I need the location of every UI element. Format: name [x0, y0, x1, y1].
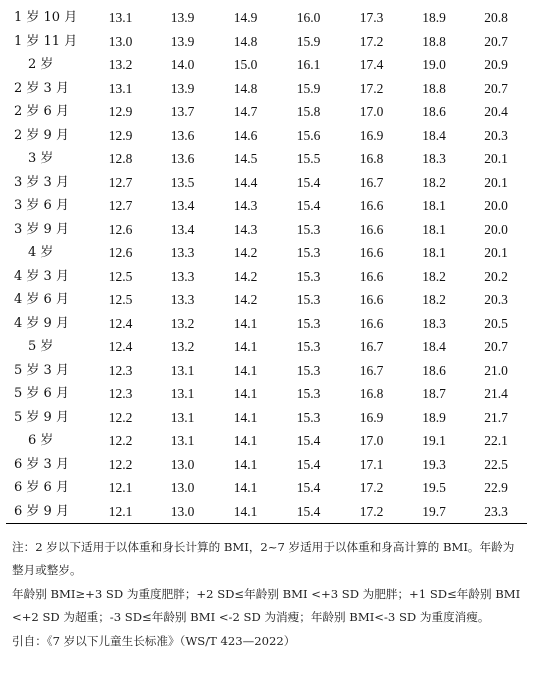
bmi-value-cell: 13.3 [170, 268, 195, 284]
age-cell: 2 岁 9 月 [14, 127, 69, 143]
bmi-value-cell: 18.2 [422, 174, 446, 190]
bmi-value-cell: 15.3 [296, 245, 321, 260]
bmi-value-cell: 19.5 [422, 480, 446, 495]
bmi-value-cell: 13.6 [170, 151, 195, 166]
bmi-value-cell: 18.7 [422, 386, 446, 401]
bmi-value-cell: 13.3 [170, 245, 195, 260]
bmi-value-cell: 18.1 [422, 245, 446, 260]
bmi-value-cell: 13.0 [170, 456, 195, 472]
bmi-table [6, 6, 527, 524]
bmi-value-cell: 13.1 [108, 10, 133, 25]
bmi-value-cell: 13.1 [170, 386, 195, 401]
bmi-value-cell: 17.3 [359, 10, 384, 25]
bmi-value-cell: 17.2 [359, 33, 384, 49]
bmi-value-cell: 16.6 [359, 198, 384, 213]
bmi-value-cell: 12.7 [108, 198, 133, 213]
bmi-value-cell: 17.2 [359, 480, 384, 495]
bmi-value-cell: 18.3 [422, 315, 446, 331]
bmi-value-cell: 18.6 [422, 104, 446, 119]
age-cell: 5 岁 [28, 339, 54, 355]
bmi-value-cell: 16.1 [296, 57, 321, 72]
bmi-value-cell: 15.3 [296, 315, 321, 331]
bmi-value-cell: 18.6 [422, 362, 446, 378]
age-cell: 6 岁 9 月 [6, 500, 90, 524]
table-row [6, 53, 527, 77]
note-classification: 年龄别 BMI≥+3 SD 为重度肥胖；+2 SD≤年龄别 BMI <+3 SD 为肥胖；+1 SD≤年龄别 BMI <+2 SD 为超重；-3 SD≤年龄别 BMI <-2 SD 为消瘦；年龄别 BMI<-3 SD 为重度消瘦。 [12, 587, 521, 624]
bmi-value-cell: 15.5 [296, 151, 321, 166]
bmi-value-cell: 14.1 [214, 500, 277, 524]
bmi-value-cell: 20.4 [484, 104, 508, 119]
bmi-value-cell: 13.4 [170, 221, 195, 237]
bmi-value-cell: 12.5 [108, 268, 133, 284]
bmi-value-cell: 14.7 [233, 104, 258, 119]
bmi-value-cell: 15.8 [296, 104, 321, 119]
age-cell: 4 岁 6 月 [14, 292, 69, 308]
bmi-table-body [6, 6, 527, 524]
bmi-value-cell: 12.2 [108, 433, 133, 448]
bmi-value-cell: 16.9 [359, 409, 384, 425]
bmi-value-cell: 15.9 [296, 80, 321, 96]
bmi-value-cell: 14.1 [233, 409, 258, 425]
bmi-value-cell: 13.0 [108, 33, 133, 49]
bmi-value-cell: 16.6 [359, 292, 384, 307]
bmi-value-cell: 15.4 [296, 480, 321, 495]
bmi-value-cell: 23.3 [465, 500, 527, 524]
bmi-value-cell: 12.4 [108, 315, 133, 331]
bmi-value-cell: 14.8 [233, 80, 258, 96]
age-cell: 6 岁 [28, 433, 54, 449]
bmi-value-cell: 20.9 [484, 57, 508, 72]
bmi-value-cell: 18.3 [422, 151, 446, 166]
bmi-value-cell: 14.1 [233, 433, 258, 448]
bmi-value-cell: 20.7 [484, 33, 508, 49]
bmi-value-cell: 13.5 [170, 174, 195, 190]
age-cell: 2 岁 [28, 57, 54, 73]
bmi-value-cell: 16.9 [359, 127, 384, 143]
age-cell: 5 岁 6 月 [14, 386, 69, 402]
bmi-value-cell: 15.3 [296, 221, 321, 237]
bmi-value-cell: 17.4 [359, 57, 384, 72]
bmi-value-cell: 20.1 [484, 245, 508, 260]
table-row [6, 335, 527, 359]
bmi-value-cell: 17.0 [359, 104, 384, 119]
bmi-value-cell: 14.1 [233, 480, 258, 495]
bmi-value-cell: 14.6 [233, 127, 258, 143]
table-row [6, 218, 527, 242]
bmi-value-cell: 14.4 [233, 174, 258, 190]
bmi-value-cell: 14.5 [233, 151, 258, 166]
table-row [6, 476, 527, 500]
bmi-value-cell: 19.7 [403, 500, 465, 524]
bmi-value-cell: 12.7 [108, 174, 133, 190]
bmi-value-cell: 20.2 [484, 268, 508, 284]
bmi-value-cell: 12.3 [108, 386, 133, 401]
bmi-value-cell: 20.5 [484, 315, 508, 331]
bmi-value-cell: 15.4 [296, 456, 321, 472]
bmi-value-cell: 14.1 [233, 362, 258, 378]
bmi-value-cell: 16.6 [359, 221, 384, 237]
bmi-value-cell: 21.7 [484, 409, 508, 425]
bmi-value-cell: 15.6 [296, 127, 321, 143]
bmi-value-cell: 12.1 [90, 500, 151, 524]
age-cell: 6 岁 3 月 [14, 456, 69, 472]
age-cell: 5 岁 9 月 [14, 409, 69, 425]
bmi-value-cell: 15.3 [296, 292, 321, 307]
bmi-value-cell: 16.7 [359, 174, 384, 190]
bmi-value-cell: 16.6 [359, 315, 384, 331]
bmi-value-cell: 20.1 [484, 174, 508, 190]
table-row [6, 241, 527, 265]
bmi-value-cell: 15.4 [296, 198, 321, 213]
bmi-value-cell: 21.4 [484, 386, 508, 401]
bmi-value-cell: 14.1 [233, 456, 258, 472]
bmi-value-cell: 20.0 [484, 198, 508, 213]
bmi-value-cell: 12.9 [108, 104, 133, 119]
bmi-value-cell: 12.5 [108, 292, 133, 307]
bmi-value-cell: 17.2 [359, 80, 384, 96]
bmi-value-cell: 14.0 [170, 57, 195, 72]
table-row [6, 30, 527, 54]
bmi-value-cell: 12.2 [108, 456, 133, 472]
age-cell: 6 岁 6 月 [14, 480, 69, 496]
bmi-value-cell: 17.2 [340, 500, 403, 524]
bmi-value-cell: 15.3 [296, 386, 321, 401]
bmi-value-cell: 13.1 [108, 80, 133, 96]
bmi-value-cell: 15.3 [296, 409, 321, 425]
age-cell: 3 岁 3 月 [14, 174, 69, 190]
age-cell: 4 岁 [28, 245, 54, 261]
age-cell: 1 岁 10 月 [14, 10, 78, 26]
bmi-value-cell: 15.4 [296, 174, 321, 190]
bmi-value-cell: 21.0 [484, 362, 508, 378]
table-row [6, 77, 527, 101]
table-row [6, 453, 527, 477]
bmi-value-cell: 13.3 [170, 292, 195, 307]
bmi-value-cell: 16.8 [359, 386, 384, 401]
age-cell: 2 岁 6 月 [14, 104, 69, 120]
bmi-value-cell: 15.0 [233, 57, 258, 72]
bmi-value-cell: 16.6 [359, 268, 384, 284]
bmi-value-cell: 14.2 [233, 292, 258, 307]
bmi-value-cell: 13.1 [170, 362, 195, 378]
bmi-value-cell: 15.3 [296, 268, 321, 284]
table-row [6, 429, 527, 453]
table-row [6, 100, 527, 124]
table-row [6, 500, 527, 524]
bmi-value-cell: 13.9 [170, 10, 195, 25]
bmi-value-cell: 12.4 [108, 339, 133, 354]
bmi-value-cell: 14.8 [233, 33, 258, 49]
bmi-value-cell: 18.4 [422, 339, 446, 354]
bmi-value-cell: 20.0 [484, 221, 508, 237]
age-cell: 4 岁 3 月 [14, 268, 69, 284]
bmi-value-cell: 20.7 [484, 80, 508, 96]
age-cell: 2 岁 3 月 [14, 80, 69, 96]
bmi-value-cell: 18.1 [422, 198, 446, 213]
table-row [6, 265, 527, 289]
source-citation: 引自：《7 岁以下儿童生长标准》（WS/T 423—2022） [12, 634, 296, 648]
bmi-value-cell: 14.3 [233, 198, 258, 213]
bmi-value-cell: 22.9 [484, 480, 508, 495]
bmi-value-cell: 16.6 [359, 245, 384, 260]
bmi-value-cell: 18.9 [422, 10, 446, 25]
bmi-value-cell: 15.9 [296, 33, 321, 49]
age-cell: 1 岁 11 月 [14, 33, 78, 49]
bmi-value-cell: 16.7 [359, 339, 384, 354]
age-cell: 4 岁 9 月 [14, 315, 69, 331]
bmi-value-cell: 20.1 [484, 151, 508, 166]
bmi-value-cell: 12.3 [108, 362, 133, 378]
bmi-value-cell: 13.9 [170, 33, 195, 49]
bmi-value-cell: 20.8 [484, 10, 508, 25]
bmi-value-cell: 14.1 [233, 339, 258, 354]
bmi-value-cell: 16.7 [359, 362, 384, 378]
table-row [6, 194, 527, 218]
bmi-value-cell: 15.3 [296, 339, 321, 354]
bmi-value-cell: 18.4 [422, 127, 446, 143]
note-age-scope: 注：2 岁以下适用于以体重和身长计算的 BMI，2~7 岁适用于以体重和身高计算的 BMI。年龄为整月或整岁。 [12, 540, 515, 577]
bmi-value-cell: 13.6 [170, 127, 195, 143]
bmi-value-cell: 16.8 [359, 151, 384, 166]
bmi-value-cell: 14.1 [233, 315, 258, 331]
table-row [6, 288, 527, 312]
table-row [6, 171, 527, 195]
bmi-value-cell: 12.8 [108, 151, 133, 166]
bmi-value-cell: 13.2 [170, 339, 195, 354]
bmi-value-cell: 19.3 [422, 456, 446, 472]
bmi-value-cell: 13.0 [170, 480, 195, 495]
bmi-value-cell: 18.2 [422, 268, 446, 284]
bmi-value-cell: 14.3 [233, 221, 258, 237]
age-cell: 3 岁 6 月 [14, 198, 69, 214]
bmi-value-cell: 18.2 [422, 292, 446, 307]
bmi-value-cell: 17.0 [359, 433, 384, 448]
bmi-value-cell: 14.9 [233, 10, 258, 25]
bmi-value-cell: 13.9 [170, 80, 195, 96]
bmi-value-cell: 18.9 [422, 409, 446, 425]
bmi-value-cell: 22.1 [484, 433, 508, 448]
bmi-value-cell: 19.1 [422, 433, 446, 448]
bmi-value-cell: 18.1 [422, 221, 446, 237]
table-row [6, 382, 527, 406]
table-row [6, 6, 527, 30]
bmi-value-cell: 20.7 [484, 339, 508, 354]
bmi-value-cell: 12.6 [108, 245, 133, 260]
bmi-value-cell: 16.0 [296, 10, 321, 25]
age-cell: 3 岁 9 月 [14, 221, 69, 237]
bmi-value-cell: 12.9 [108, 127, 133, 143]
bmi-value-cell: 13.1 [170, 409, 195, 425]
bmi-value-cell: 17.1 [359, 456, 384, 472]
bmi-value-cell: 13.2 [170, 315, 195, 331]
bmi-value-cell: 15.3 [296, 362, 321, 378]
bmi-value-cell: 12.6 [108, 221, 133, 237]
bmi-value-cell: 14.1 [233, 386, 258, 401]
table-row [6, 124, 527, 148]
bmi-value-cell: 18.8 [422, 80, 446, 96]
bmi-value-cell: 22.5 [484, 456, 508, 472]
table-row [6, 147, 527, 171]
age-cell: 3 岁 [28, 151, 54, 167]
bmi-value-cell: 14.2 [233, 245, 258, 260]
table-row [6, 312, 527, 336]
bmi-value-cell: 19.0 [422, 57, 446, 72]
bmi-value-cell: 15.4 [296, 433, 321, 448]
age-cell: 5 岁 3 月 [14, 362, 69, 378]
bmi-value-cell: 20.3 [484, 127, 508, 143]
table-row [6, 406, 527, 430]
bmi-value-cell: 18.8 [422, 33, 446, 49]
bmi-value-cell: 14.2 [233, 268, 258, 284]
bmi-value-cell: 12.2 [108, 409, 133, 425]
table-row [6, 359, 527, 383]
bmi-value-cell: 12.1 [108, 480, 133, 495]
bmi-value-cell: 13.2 [108, 57, 133, 72]
notes-section [12, 536, 524, 655]
bmi-value-cell: 20.3 [484, 292, 508, 307]
bmi-value-cell: 13.1 [170, 433, 195, 448]
bmi-value-cell: 15.4 [277, 500, 340, 524]
bmi-value-cell: 13.4 [170, 198, 195, 213]
bmi-value-cell: 13.0 [151, 500, 214, 524]
bmi-value-cell: 13.7 [170, 104, 195, 119]
